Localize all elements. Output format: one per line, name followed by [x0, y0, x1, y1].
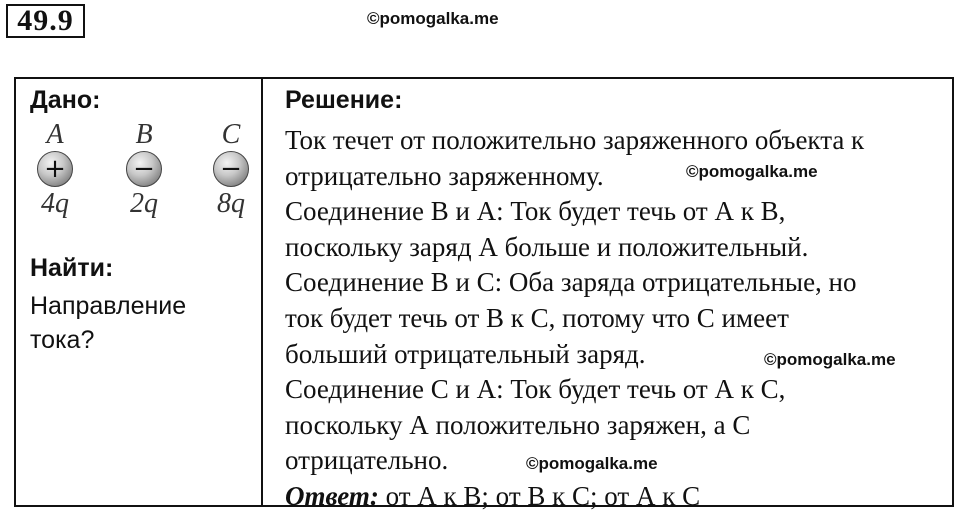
- solution-table: [14, 77, 954, 511]
- solution-line: ток будет течь от В к С, потому что С имеет: [285, 302, 789, 333]
- watermark: ©pomogalka.me: [686, 162, 818, 181]
- plus-icon: +: [44, 154, 66, 184]
- charge-b-ball: [126, 151, 162, 187]
- charge-a-ball: [37, 151, 73, 187]
- solution-heading: Решение:: [285, 86, 403, 114]
- answer-label: Ответ:: [285, 480, 379, 511]
- minus-icon: −: [133, 154, 155, 184]
- problem-number: 49.9: [6, 4, 85, 38]
- given-column: [16, 79, 261, 505]
- solution-line: поскольку заряд А больше и положительный.: [285, 231, 809, 262]
- find-heading: Найти:: [30, 254, 114, 282]
- charge-c: [206, 121, 256, 221]
- charge-b-name: B: [135, 119, 153, 150]
- solution-line: отрицательно заряженному.: [285, 160, 604, 191]
- charge-a: [30, 121, 80, 221]
- find-text: [30, 289, 186, 357]
- solution-line: Соединение В и А: Ток будет течь от А к В,: [285, 196, 786, 227]
- watermark: ©pomogalka.me: [367, 9, 499, 28]
- find-line: Направление: [30, 292, 187, 320]
- charge-b: [119, 121, 169, 221]
- charge-c-value: 8q: [217, 188, 245, 219]
- find-line: тока?: [30, 326, 95, 354]
- charge-c-name: C: [221, 119, 241, 150]
- charge-a-name: A: [46, 119, 64, 150]
- solution-column: [263, 79, 952, 511]
- watermark: ©pomogalka.me: [526, 454, 658, 473]
- solution-line: больший отрицательный заряд.: [285, 338, 646, 369]
- answer-line: [285, 479, 946, 515]
- solution-line: Ток течет от положительно заряженного объекта к: [285, 125, 865, 155]
- charge-a-value: 4q: [41, 188, 69, 219]
- answer-text: от А к В; от В к С; от А к С: [378, 480, 701, 511]
- charge-b-value: 2q: [130, 188, 158, 219]
- watermark: ©pomogalka.me: [764, 350, 896, 369]
- charge-c-ball: [213, 151, 249, 187]
- solution-line: отрицательно.: [285, 445, 449, 476]
- solution-line: поскольку А положительно заряжен, а С: [285, 409, 751, 440]
- solution-line: Соединение В и С: Оба заряда отрицательные, но: [285, 267, 857, 298]
- solution-line: Соединение С и А: Ток будет течь от А к С,: [285, 374, 786, 405]
- minus-icon: −: [220, 154, 242, 184]
- given-heading: Дано:: [30, 86, 101, 114]
